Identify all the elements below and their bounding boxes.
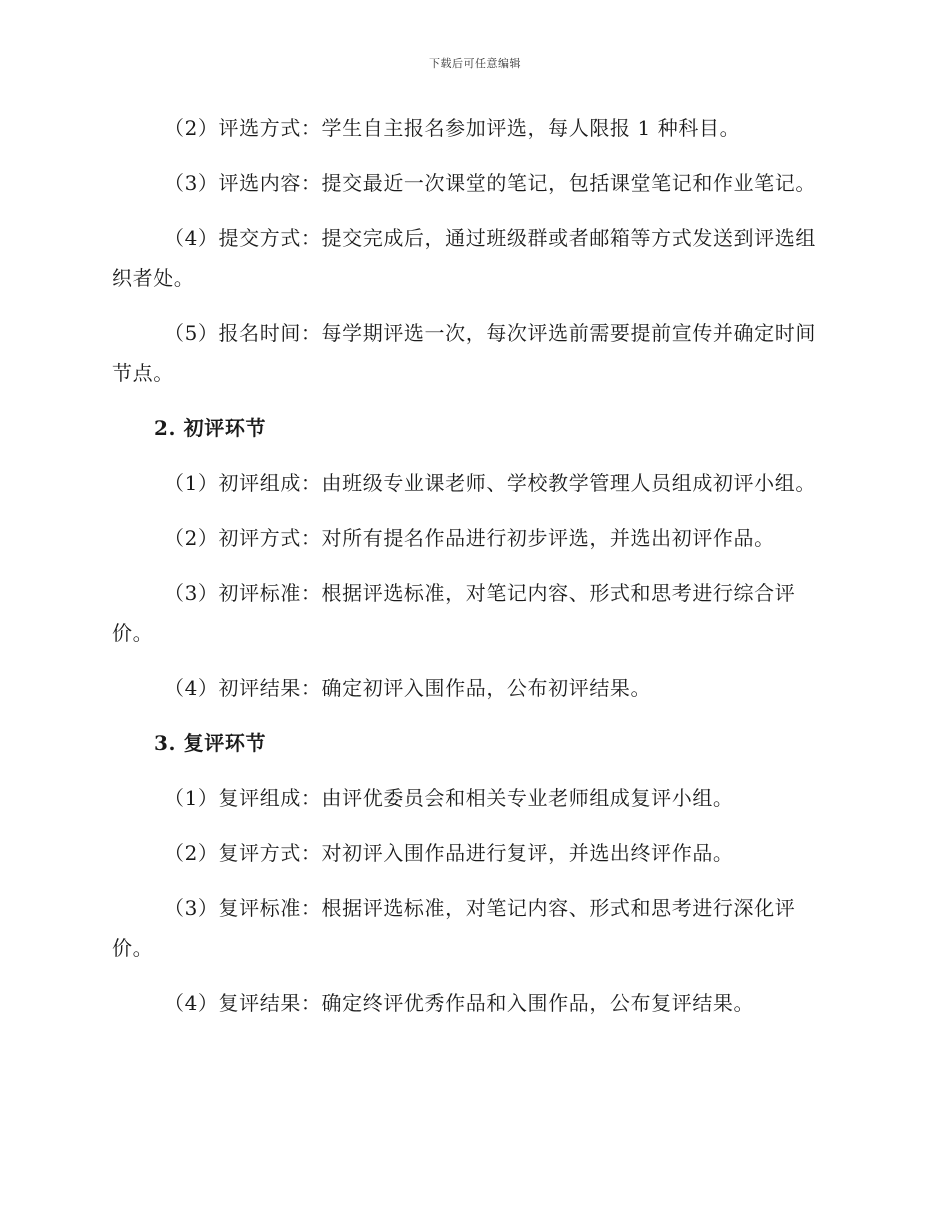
document-body [112,108,824,1038]
paragraph-review-result: （4）复评结果：确定终评优秀作品和入围作品，公布复评结果。 [164,991,755,1015]
paragraph-review-standard: （3）复评标准：根据评选标准，对笔记内容、形式和思考进行深化评价。 [112,896,796,960]
paragraph-preliminary-method: （2）初评方式：对所有提名作品进行初步评选，并选出初评作品。 [164,526,775,550]
section-heading-review: 3. 复评环节 [154,731,267,755]
paragraph-preliminary-result: （4）初评结果：确定初评入围作品，公布初评结果。 [164,676,652,700]
paragraph-preliminary-standard: （3）初评标准：根据评选标准，对笔记内容、形式和思考进行综合评价。 [112,581,796,645]
paragraph-evaluation-method: （2）评选方式：学生自主报名参加评选，每人限报 1 种科目。 [164,116,741,140]
paragraph-review-method: （2）复评方式：对初评入围作品进行复评，并选出终评作品。 [164,841,734,865]
paragraph-submission-method: （4）提交方式：提交完成后，通过班级群或者邮箱等方式发送到评选组织者处。 [112,226,816,290]
paragraph-registration-time: （5）报名时间：每学期评选一次，每次评选前需要提前宣传并确定时间节点。 [112,321,816,385]
paragraph-review-composition: （1）复评组成：由评优委员会和相关专业老师组成复评小组。 [164,786,734,810]
paragraph-preliminary-composition: （1）初评组成：由班级专业课老师、学校教学管理人员组成初评小组。 [164,471,816,495]
section-heading-preliminary: 2. 初评环节 [154,416,267,440]
paragraph-evaluation-content: （3）评选内容：提交最近一次课堂的笔记，包括课堂笔记和作业笔记。 [164,171,816,195]
page-header: 下载后可任意编辑 [429,57,521,70]
